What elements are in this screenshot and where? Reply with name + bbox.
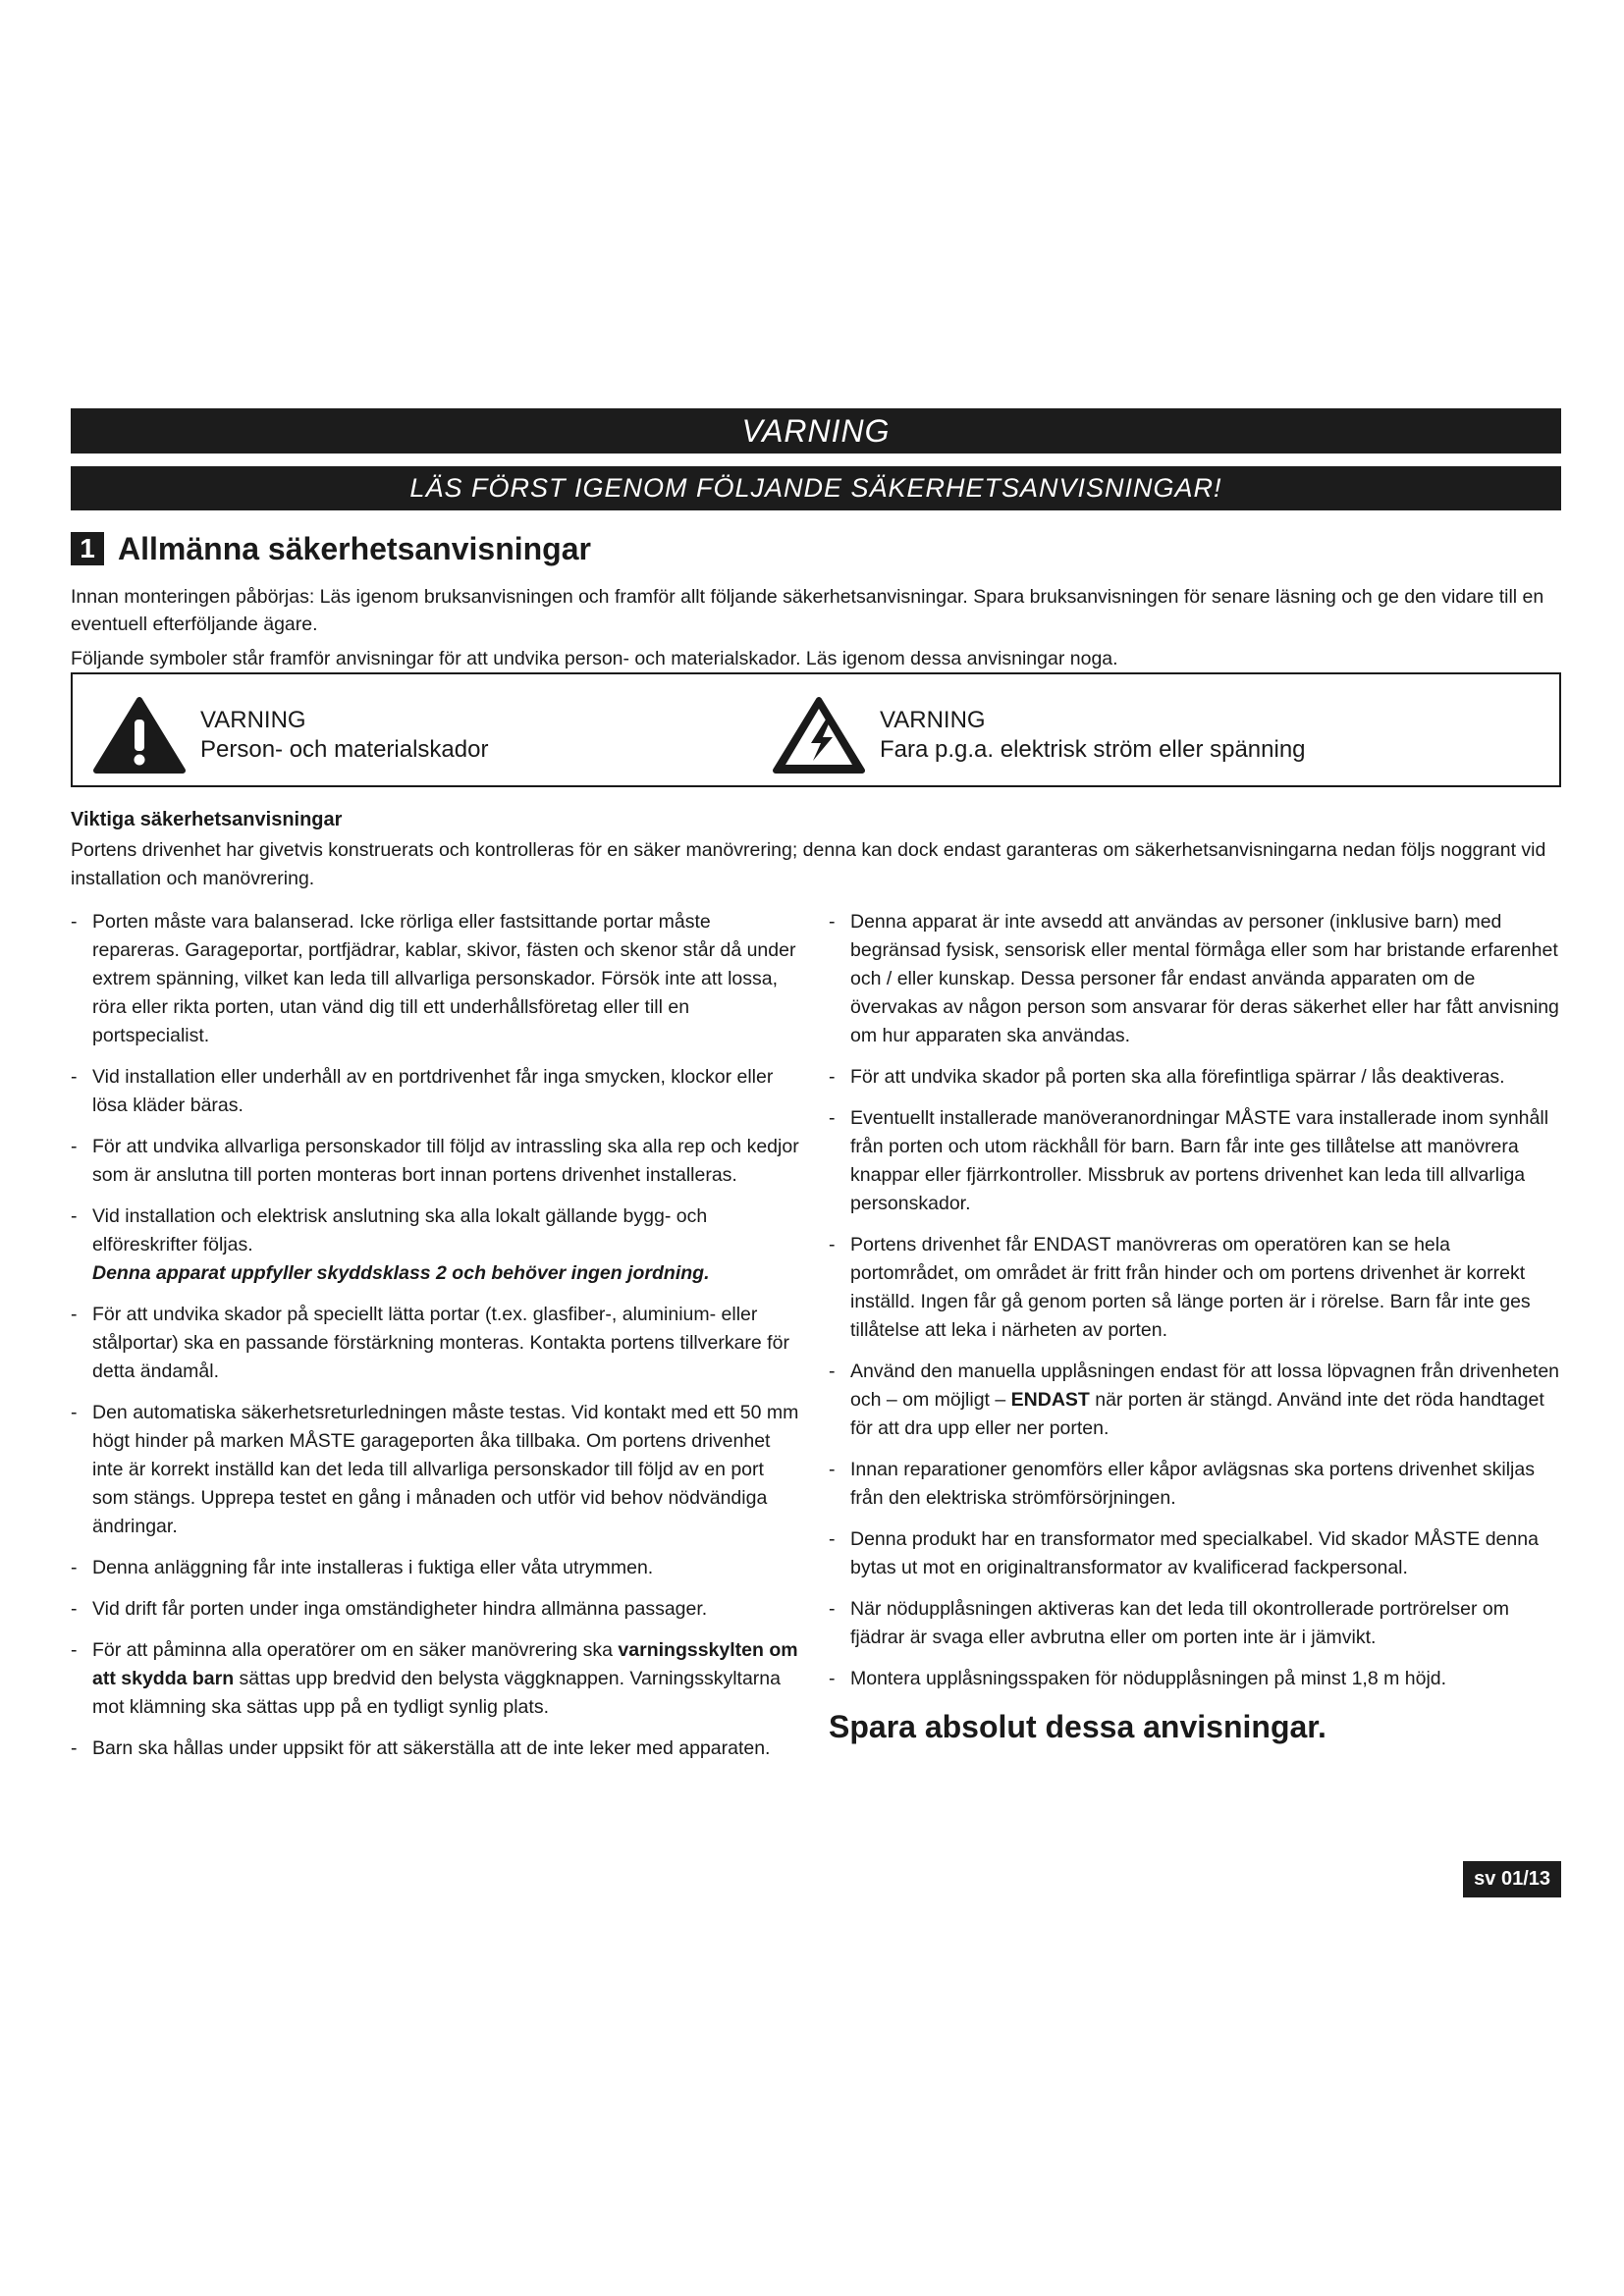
symbol-legend-box [71, 672, 1561, 787]
list-item: - Innan reparationer genomförs eller kåpor avlägsnas ska portens drivenhet skiljas från den elektriska strömförsörjningen. [829, 1456, 1561, 1513]
list-item: - Denna produkt har en transformator med specialkabel. Vid skador MÅSTE denna bytas ut mot en originaltransformator av kvalificerad fackpersonal. [829, 1525, 1561, 1582]
list-item [71, 1202, 802, 1288]
list-item [829, 1358, 1561, 1443]
list-item: - Eventuellt installerade manöveranordningar MÅSTE vara installerade inom synhåll från porten och utom räckhåll för barn. Barn får inte ges tillåtelse att manövrera knappar eller fjärrkontroller. Missbruk av portens drivenhet kan leda till allvarliga personskador. [829, 1104, 1561, 1218]
list-item: - Denna anläggning får inte installeras i fuktiga eller våta utrymmen. [71, 1554, 802, 1582]
list-item: - För att undvika skador på porten ska alla förefintliga spärrar / lås deaktiveras. [829, 1063, 1561, 1092]
list-item: - Barn ska hållas under uppsikt för att säkerställa att de inte leker med apparaten. [71, 1735, 802, 1763]
section-title: Allmänna säkerhetsanvisningar [118, 530, 591, 566]
list-item [71, 1636, 802, 1722]
list-item-text: För att påminna alla operatörer om en säker manövrering ska [92, 1639, 619, 1661]
list-item-text: Vid installation och elektrisk anslutning ska alla lokalt gällande bygg- och elföreskrifter följas. [92, 1205, 708, 1255]
list-item-text: Använd den manuella upplåsningen endast för att lossa löpvagnen från drivenheten och – om möjligt – [850, 1361, 1560, 1411]
left-column [71, 908, 802, 1776]
symbol-text-group [200, 706, 488, 765]
warning-banner: VARNING [71, 408, 1561, 454]
exclamation-warning-icon [92, 696, 187, 774]
section-heading [71, 528, 591, 569]
list-item: - Vid drift får porten under inga omständigheter hindra allmänna passager. [71, 1595, 802, 1624]
list-item: - Denna apparat är inte avsedd att användas av personer (inklusive barn) med begränsad fysisk, sensorisk eller mental förmåga eller som har bristande erfarenhet och / eller kunskap. Dessa personer får endast använda apparaten om de övervakas av någon person som ansvarar för deras säkerhet eller har fått anvisning om hur apparaten ska användas. [829, 908, 1561, 1050]
list-item: - Portens drivenhet får ENDAST manövreras om operatören kan se hela portområdet, om området är fritt från hinder och om portens drivenhet är korrekt inställd. Ingen får gå genom porten så länge porten är i rörelse. Barn får inte ges tillåtelse att leka i närheten av porten. [829, 1231, 1561, 1345]
electric-warning-icon [772, 696, 866, 774]
important-text: Portens drivenhet har givetvis konstruerats och kontrolleras för en säker manövrering; denna kan dock endast garanteras om säkerhetsanvisningarna nedan följs noggrant vid installation och manövrering. [71, 839, 1546, 889]
symbol-title: VARNING [880, 707, 986, 733]
list-item: - När nödupplåsningen aktiveras kan det leda till okontrollerade portrörelser om fjädrar är svaga eller avbrutna eller om porten inte är i jämvikt. [829, 1595, 1561, 1652]
list-item-bold: ENDAST [1010, 1389, 1090, 1411]
symbol-general-warning [92, 696, 488, 774]
list-item: - Vid installation eller underhåll av en portdrivenhet får inga smycken, klockor eller lösa kläder bäras. [71, 1063, 802, 1120]
symbol-title: VARNING [200, 707, 306, 733]
symbol-electric-warning [772, 696, 1306, 774]
intro-paragraph-2: Följande symboler står framför anvisningar för att undvika person- och materialskador. Läs igenom dessa anvisningar noga. [71, 648, 1118, 669]
list-item-bold: varningsskylten om att skydda barn [92, 1639, 798, 1689]
safety-subtitle-banner: LÄS FÖRST IGENOM FÖLJANDE SÄKERHETSANVISNINGAR! [71, 466, 1561, 510]
list-item-emphasis: Denna apparat uppfyller skyddsklass 2 och behöver ingen jordning. [92, 1262, 710, 1284]
closing-statement: Spara absolut dessa anvisningar. [829, 1709, 1326, 1744]
intro-text [71, 583, 1561, 679]
list-item: - Den automatiska säkerhetsreturledningen måste testas. Vid kontakt med ett 50 mm högt hinder på marken MÅSTE garageporten åka tillbaka. Om portens drivenhet inte är korrekt inställd kan det leda till allvarliga personskador till följd av en port som stängs. Upprepa testet en gång i månaden och utför vid behov nödvändiga ändringar. [71, 1399, 802, 1541]
symbol-description: Person- och materialskador [200, 736, 489, 763]
section-number: 1 [71, 532, 104, 565]
list-item: - Montera upplåsningsspaken för nödupplåsningen på minst 1,8 m höjd. [829, 1665, 1561, 1693]
right-column [829, 908, 1561, 1744]
symbol-description: Fara p.g.a. elektrisk ström eller spänning [880, 736, 1306, 763]
symbol-text-group [880, 706, 1306, 765]
list-item: - För att undvika skador på speciellt lätta portar (t.ex. glasfiber-, aluminium- eller stålportar) ska en passande förstärkning monteras. Kontakta portens tillverkare för detta ändamål. [71, 1301, 802, 1386]
intro-paragraph-1: Innan monteringen påbörjas: Läs igenom bruksanvisningen och framför allt följande säkerhetsanvisningar. Spara bruksanvisningen för senare läsning och ge den vidare till en eventuell efterföljande ägare. [71, 586, 1544, 635]
page-number-badge: sv 01/13 [1463, 1861, 1561, 1897]
important-heading: Viktiga säkerhetsanvisningar [71, 809, 343, 830]
list-item-text: sättas upp bredvid den belysta väggknappen. Varningsskyltarna mot klämning ska sättas upp på en tydligt synlig plats. [92, 1668, 781, 1718]
list-item: - Porten måste vara balanserad. Icke rörliga eller fastsittande portar måste repareras. Garageportar, portfjädrar, kablar, skivor, fästen och skenor står då under extrem spänning, vilket kan leda till allvarliga personskador. Försök inte att lossa, röra eller rikta porten, utan vänd dig till ett underhållsföretag eller till en portspecialist. [71, 908, 802, 1050]
list-item-text: när porten är stängd. Använd inte det röda handtaget för att dra upp eller ner porten. [850, 1389, 1544, 1439]
list-item: - För att undvika allvarliga personskador till följd av intrassling ska alla rep och kedjor som är anslutna till porten monteras bort innan portens drivenhet installeras. [71, 1133, 802, 1190]
